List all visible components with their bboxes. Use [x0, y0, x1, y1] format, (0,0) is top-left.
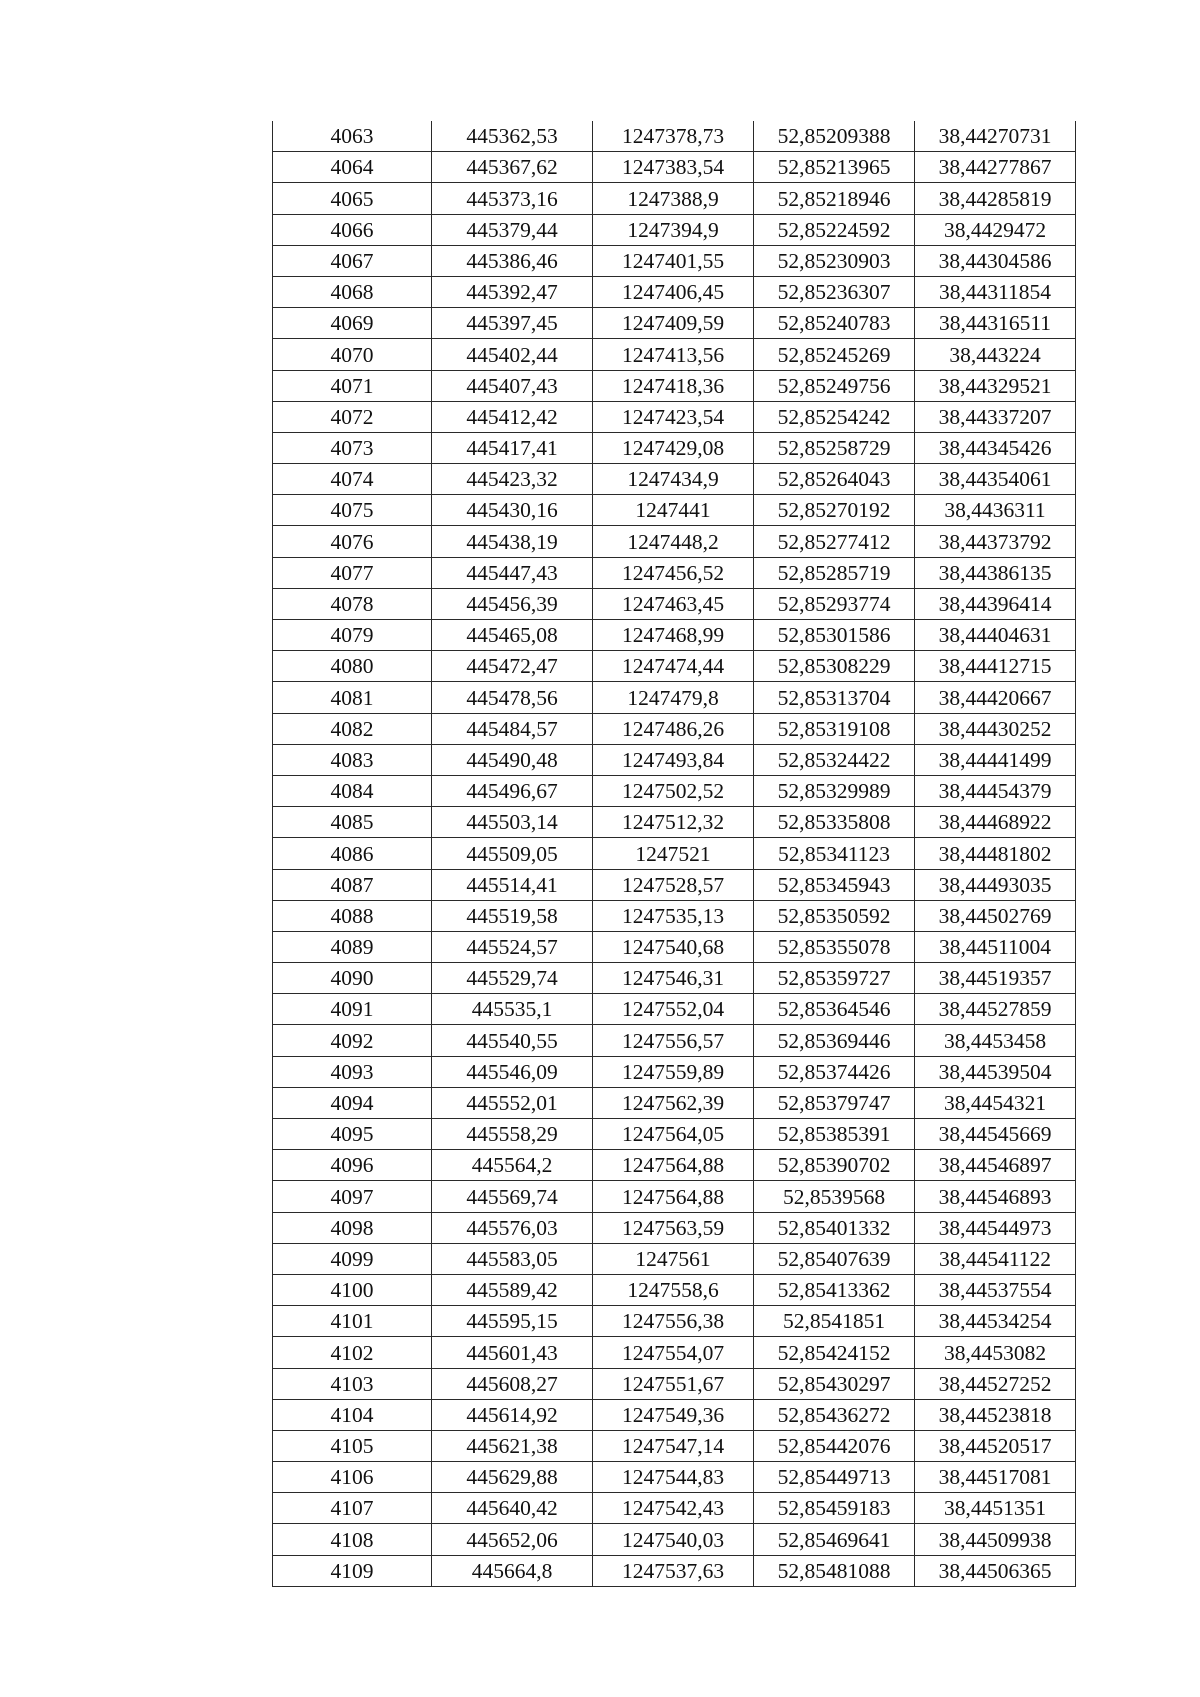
table-row	[273, 1181, 1076, 1212]
y-coordinate-cell: 1247388,9	[593, 183, 754, 214]
y-coordinate-cell: 1247551,67	[593, 1368, 754, 1399]
latitude-cell: 52,85407639	[754, 1243, 915, 1274]
table-row	[273, 370, 1076, 401]
latitude-cell: 52,85308229	[754, 651, 915, 682]
point-number-cell: 4094	[273, 1087, 432, 1118]
x-coordinate-cell: 445362,53	[432, 121, 593, 152]
latitude-cell: 52,85240783	[754, 308, 915, 339]
x-coordinate-cell: 445478,56	[432, 682, 593, 713]
y-coordinate-cell: 1247564,88	[593, 1181, 754, 1212]
y-coordinate-cell: 1247563,59	[593, 1212, 754, 1243]
longitude-cell: 38,4453082	[915, 1337, 1076, 1368]
latitude-cell: 52,85324422	[754, 744, 915, 775]
point-number-cell: 4093	[273, 1056, 432, 1087]
y-coordinate-cell: 1247556,38	[593, 1306, 754, 1337]
point-number-cell: 4073	[273, 432, 432, 463]
point-number-cell: 4104	[273, 1399, 432, 1430]
y-coordinate-cell: 1247564,88	[593, 1150, 754, 1181]
table-row	[273, 1493, 1076, 1524]
x-coordinate-cell: 445558,29	[432, 1119, 593, 1150]
coordinates-table-body	[273, 121, 1076, 1586]
latitude-cell: 52,85436272	[754, 1399, 915, 1430]
table-row	[273, 526, 1076, 557]
x-coordinate-cell: 445621,38	[432, 1430, 593, 1461]
y-coordinate-cell: 1247502,52	[593, 775, 754, 806]
table-row	[273, 1368, 1076, 1399]
point-number-cell: 4074	[273, 464, 432, 495]
latitude-cell: 52,8539568	[754, 1181, 915, 1212]
table-row	[273, 557, 1076, 588]
x-coordinate-cell: 445412,42	[432, 401, 593, 432]
point-number-cell: 4075	[273, 495, 432, 526]
point-number-cell: 4091	[273, 994, 432, 1025]
longitude-cell: 38,44539504	[915, 1056, 1076, 1087]
longitude-cell: 38,44412715	[915, 651, 1076, 682]
latitude-cell: 52,85293774	[754, 588, 915, 619]
point-number-cell: 4109	[273, 1555, 432, 1586]
y-coordinate-cell: 1247413,56	[593, 339, 754, 370]
x-coordinate-cell: 445386,46	[432, 245, 593, 276]
y-coordinate-cell: 1247556,57	[593, 1025, 754, 1056]
point-number-cell: 4086	[273, 838, 432, 869]
latitude-cell: 52,8541851	[754, 1306, 915, 1337]
longitude-cell: 38,44506365	[915, 1555, 1076, 1586]
x-coordinate-cell: 445595,15	[432, 1306, 593, 1337]
longitude-cell: 38,44520517	[915, 1430, 1076, 1461]
latitude-cell: 52,85385391	[754, 1119, 915, 1150]
point-number-cell: 4105	[273, 1430, 432, 1461]
latitude-cell: 52,85359727	[754, 963, 915, 994]
longitude-cell: 38,44502769	[915, 900, 1076, 931]
table-row	[273, 276, 1076, 307]
y-coordinate-cell: 1247448,2	[593, 526, 754, 557]
table-row	[273, 1555, 1076, 1586]
y-coordinate-cell: 1247493,84	[593, 744, 754, 775]
y-coordinate-cell: 1247468,99	[593, 620, 754, 651]
longitude-cell: 38,44468922	[915, 807, 1076, 838]
y-coordinate-cell: 1247394,9	[593, 214, 754, 245]
y-coordinate-cell: 1247486,26	[593, 713, 754, 744]
longitude-cell: 38,44404631	[915, 620, 1076, 651]
longitude-cell: 38,44316511	[915, 308, 1076, 339]
table-row	[273, 931, 1076, 962]
table-row	[273, 214, 1076, 245]
longitude-cell: 38,44546897	[915, 1150, 1076, 1181]
longitude-cell: 38,44285819	[915, 183, 1076, 214]
y-coordinate-cell: 1247549,36	[593, 1399, 754, 1430]
latitude-cell: 52,85270192	[754, 495, 915, 526]
table-row	[273, 620, 1076, 651]
longitude-cell: 38,44396414	[915, 588, 1076, 619]
table-row	[273, 1056, 1076, 1087]
y-coordinate-cell: 1247546,31	[593, 963, 754, 994]
y-coordinate-cell: 1247547,14	[593, 1430, 754, 1461]
latitude-cell: 52,85469641	[754, 1524, 915, 1555]
table-row	[273, 1150, 1076, 1181]
x-coordinate-cell: 445472,47	[432, 651, 593, 682]
longitude-cell: 38,4429472	[915, 214, 1076, 245]
x-coordinate-cell: 445438,19	[432, 526, 593, 557]
point-number-cell: 4108	[273, 1524, 432, 1555]
longitude-cell: 38,44537554	[915, 1274, 1076, 1305]
table-row	[273, 713, 1076, 744]
x-coordinate-cell: 445652,06	[432, 1524, 593, 1555]
y-coordinate-cell: 1247456,52	[593, 557, 754, 588]
table-row	[273, 1087, 1076, 1118]
table-row	[273, 744, 1076, 775]
latitude-cell: 52,85335808	[754, 807, 915, 838]
table-row	[273, 775, 1076, 806]
longitude-cell: 38,44311854	[915, 276, 1076, 307]
latitude-cell: 52,85230903	[754, 245, 915, 276]
x-coordinate-cell: 445514,41	[432, 869, 593, 900]
latitude-cell: 52,85379747	[754, 1087, 915, 1118]
y-coordinate-cell: 1247423,54	[593, 401, 754, 432]
longitude-cell: 38,44270731	[915, 121, 1076, 152]
table-row	[273, 838, 1076, 869]
longitude-cell: 38,44329521	[915, 370, 1076, 401]
point-number-cell: 4087	[273, 869, 432, 900]
latitude-cell: 52,85249756	[754, 370, 915, 401]
y-coordinate-cell: 1247383,54	[593, 152, 754, 183]
x-coordinate-cell: 445583,05	[432, 1243, 593, 1274]
longitude-cell: 38,44420667	[915, 682, 1076, 713]
longitude-cell: 38,44527859	[915, 994, 1076, 1025]
latitude-cell: 52,85258729	[754, 432, 915, 463]
latitude-cell: 52,85430297	[754, 1368, 915, 1399]
x-coordinate-cell: 445614,92	[432, 1399, 593, 1430]
x-coordinate-cell: 445509,05	[432, 838, 593, 869]
y-coordinate-cell: 1247554,07	[593, 1337, 754, 1368]
point-number-cell: 4081	[273, 682, 432, 713]
longitude-cell: 38,44441499	[915, 744, 1076, 775]
longitude-cell: 38,44509938	[915, 1524, 1076, 1555]
longitude-cell: 38,4454321	[915, 1087, 1076, 1118]
point-number-cell: 4069	[273, 308, 432, 339]
latitude-cell: 52,85329989	[754, 775, 915, 806]
y-coordinate-cell: 1247558,6	[593, 1274, 754, 1305]
y-coordinate-cell: 1247552,04	[593, 994, 754, 1025]
table-row	[273, 339, 1076, 370]
table-row	[273, 1306, 1076, 1337]
table-row	[273, 994, 1076, 1025]
table-row	[273, 1025, 1076, 1056]
y-coordinate-cell: 1247521	[593, 838, 754, 869]
longitude-cell: 38,443224	[915, 339, 1076, 370]
point-number-cell: 4103	[273, 1368, 432, 1399]
point-number-cell: 4071	[273, 370, 432, 401]
latitude-cell: 52,85374426	[754, 1056, 915, 1087]
x-coordinate-cell: 445546,09	[432, 1056, 593, 1087]
point-number-cell: 4082	[273, 713, 432, 744]
x-coordinate-cell: 445373,16	[432, 183, 593, 214]
point-number-cell: 4066	[273, 214, 432, 245]
y-coordinate-cell: 1247406,45	[593, 276, 754, 307]
table-row	[273, 869, 1076, 900]
table-row	[273, 900, 1076, 931]
point-number-cell: 4096	[273, 1150, 432, 1181]
longitude-cell: 38,44546893	[915, 1181, 1076, 1212]
x-coordinate-cell: 445496,67	[432, 775, 593, 806]
longitude-cell: 38,4451351	[915, 1493, 1076, 1524]
y-coordinate-cell: 1247535,13	[593, 900, 754, 931]
y-coordinate-cell: 1247528,57	[593, 869, 754, 900]
y-coordinate-cell: 1247512,32	[593, 807, 754, 838]
y-coordinate-cell: 1247409,59	[593, 308, 754, 339]
point-number-cell: 4107	[273, 1493, 432, 1524]
x-coordinate-cell: 445524,57	[432, 931, 593, 962]
x-coordinate-cell: 445589,42	[432, 1274, 593, 1305]
y-coordinate-cell: 1247434,9	[593, 464, 754, 495]
longitude-cell: 38,44454379	[915, 775, 1076, 806]
latitude-cell: 52,85209388	[754, 121, 915, 152]
latitude-cell: 52,85369446	[754, 1025, 915, 1056]
x-coordinate-cell: 445601,43	[432, 1337, 593, 1368]
point-number-cell: 4100	[273, 1274, 432, 1305]
x-coordinate-cell: 445397,45	[432, 308, 593, 339]
point-number-cell: 4092	[273, 1025, 432, 1056]
table-row	[273, 1430, 1076, 1461]
x-coordinate-cell: 445456,39	[432, 588, 593, 619]
longitude-cell: 38,44337207	[915, 401, 1076, 432]
point-number-cell: 4089	[273, 931, 432, 962]
latitude-cell: 52,85355078	[754, 931, 915, 962]
latitude-cell: 52,85459183	[754, 1493, 915, 1524]
x-coordinate-cell: 445484,57	[432, 713, 593, 744]
table-row	[273, 807, 1076, 838]
x-coordinate-cell: 445430,16	[432, 495, 593, 526]
longitude-cell: 38,44345426	[915, 432, 1076, 463]
x-coordinate-cell: 445402,44	[432, 339, 593, 370]
longitude-cell: 38,44511004	[915, 931, 1076, 962]
longitude-cell: 38,44386135	[915, 557, 1076, 588]
y-coordinate-cell: 1247559,89	[593, 1056, 754, 1087]
x-coordinate-cell: 445629,88	[432, 1462, 593, 1493]
table-row	[273, 963, 1076, 994]
longitude-cell: 38,44304586	[915, 245, 1076, 276]
table-row	[273, 308, 1076, 339]
latitude-cell: 52,85341123	[754, 838, 915, 869]
table-row	[273, 1119, 1076, 1150]
point-number-cell: 4090	[273, 963, 432, 994]
longitude-cell: 38,44523818	[915, 1399, 1076, 1430]
x-coordinate-cell: 445552,01	[432, 1087, 593, 1118]
longitude-cell: 38,44544973	[915, 1212, 1076, 1243]
longitude-cell: 38,44481802	[915, 838, 1076, 869]
point-number-cell: 4077	[273, 557, 432, 588]
table-row	[273, 1462, 1076, 1493]
latitude-cell: 52,85350592	[754, 900, 915, 931]
x-coordinate-cell: 445379,44	[432, 214, 593, 245]
latitude-cell: 52,85236307	[754, 276, 915, 307]
longitude-cell: 38,44277867	[915, 152, 1076, 183]
latitude-cell: 52,85390702	[754, 1150, 915, 1181]
table-row	[273, 121, 1076, 152]
point-number-cell: 4085	[273, 807, 432, 838]
point-number-cell: 4067	[273, 245, 432, 276]
y-coordinate-cell: 1247479,8	[593, 682, 754, 713]
point-number-cell: 4106	[273, 1462, 432, 1493]
point-number-cell: 4101	[273, 1306, 432, 1337]
point-number-cell: 4083	[273, 744, 432, 775]
point-number-cell: 4088	[273, 900, 432, 931]
longitude-cell: 38,44519357	[915, 963, 1076, 994]
latitude-cell: 52,85413362	[754, 1274, 915, 1305]
table-row	[273, 682, 1076, 713]
x-coordinate-cell: 445564,2	[432, 1150, 593, 1181]
table-row	[273, 1524, 1076, 1555]
longitude-cell: 38,44541122	[915, 1243, 1076, 1274]
longitude-cell: 38,4453458	[915, 1025, 1076, 1056]
longitude-cell: 38,44373792	[915, 526, 1076, 557]
x-coordinate-cell: 445423,32	[432, 464, 593, 495]
latitude-cell: 52,85319108	[754, 713, 915, 744]
point-number-cell: 4064	[273, 152, 432, 183]
table-row	[273, 432, 1076, 463]
y-coordinate-cell: 1247544,83	[593, 1462, 754, 1493]
y-coordinate-cell: 1247540,68	[593, 931, 754, 962]
latitude-cell: 52,85277412	[754, 526, 915, 557]
x-coordinate-cell: 445640,42	[432, 1493, 593, 1524]
y-coordinate-cell: 1247537,63	[593, 1555, 754, 1586]
x-coordinate-cell: 445392,47	[432, 276, 593, 307]
y-coordinate-cell: 1247474,44	[593, 651, 754, 682]
table-row	[273, 1399, 1076, 1430]
table-row	[273, 183, 1076, 214]
latitude-cell: 52,85345943	[754, 869, 915, 900]
table-row	[273, 1243, 1076, 1274]
table-row	[273, 651, 1076, 682]
table-row	[273, 152, 1076, 183]
y-coordinate-cell: 1247542,43	[593, 1493, 754, 1524]
latitude-cell: 52,85285719	[754, 557, 915, 588]
x-coordinate-cell: 445490,48	[432, 744, 593, 775]
y-coordinate-cell: 1247562,39	[593, 1087, 754, 1118]
longitude-cell: 38,44527252	[915, 1368, 1076, 1399]
point-number-cell: 4098	[273, 1212, 432, 1243]
longitude-cell: 38,44354061	[915, 464, 1076, 495]
latitude-cell: 52,85481088	[754, 1555, 915, 1586]
latitude-cell: 52,85424152	[754, 1337, 915, 1368]
x-coordinate-cell: 445407,43	[432, 370, 593, 401]
x-coordinate-cell: 445417,41	[432, 432, 593, 463]
y-coordinate-cell: 1247378,73	[593, 121, 754, 152]
table-row	[273, 588, 1076, 619]
latitude-cell: 52,85301586	[754, 620, 915, 651]
table-row	[273, 245, 1076, 276]
point-number-cell: 4097	[273, 1181, 432, 1212]
latitude-cell: 52,85364546	[754, 994, 915, 1025]
x-coordinate-cell: 445535,1	[432, 994, 593, 1025]
table-row	[273, 1337, 1076, 1368]
point-number-cell: 4068	[273, 276, 432, 307]
y-coordinate-cell: 1247561	[593, 1243, 754, 1274]
latitude-cell: 52,85264043	[754, 464, 915, 495]
point-number-cell: 4078	[273, 588, 432, 619]
x-coordinate-cell: 445465,08	[432, 620, 593, 651]
y-coordinate-cell: 1247429,08	[593, 432, 754, 463]
x-coordinate-cell: 445447,43	[432, 557, 593, 588]
longitude-cell: 38,44545669	[915, 1119, 1076, 1150]
latitude-cell: 52,85254242	[754, 401, 915, 432]
latitude-cell: 52,85213965	[754, 152, 915, 183]
latitude-cell: 52,85218946	[754, 183, 915, 214]
point-number-cell: 4065	[273, 183, 432, 214]
point-number-cell: 4099	[273, 1243, 432, 1274]
longitude-cell: 38,4436311	[915, 495, 1076, 526]
x-coordinate-cell: 445608,27	[432, 1368, 593, 1399]
table-row	[273, 495, 1076, 526]
longitude-cell: 38,44517081	[915, 1462, 1076, 1493]
y-coordinate-cell: 1247540,03	[593, 1524, 754, 1555]
y-coordinate-cell: 1247441	[593, 495, 754, 526]
longitude-cell: 38,44534254	[915, 1306, 1076, 1337]
latitude-cell: 52,85313704	[754, 682, 915, 713]
x-coordinate-cell: 445540,55	[432, 1025, 593, 1056]
x-coordinate-cell: 445664,8	[432, 1555, 593, 1586]
latitude-cell: 52,85442076	[754, 1430, 915, 1461]
y-coordinate-cell: 1247564,05	[593, 1119, 754, 1150]
x-coordinate-cell: 445519,58	[432, 900, 593, 931]
x-coordinate-cell: 445503,14	[432, 807, 593, 838]
latitude-cell: 52,85224592	[754, 214, 915, 245]
point-number-cell: 4095	[273, 1119, 432, 1150]
table-row	[273, 1274, 1076, 1305]
point-number-cell: 4070	[273, 339, 432, 370]
point-number-cell: 4102	[273, 1337, 432, 1368]
table-row	[273, 1212, 1076, 1243]
longitude-cell: 38,44430252	[915, 713, 1076, 744]
latitude-cell: 52,85449713	[754, 1462, 915, 1493]
coordinates-table	[272, 121, 1076, 1587]
table-row	[273, 401, 1076, 432]
point-number-cell: 4080	[273, 651, 432, 682]
point-number-cell: 4063	[273, 121, 432, 152]
y-coordinate-cell: 1247401,55	[593, 245, 754, 276]
latitude-cell: 52,85245269	[754, 339, 915, 370]
x-coordinate-cell: 445569,74	[432, 1181, 593, 1212]
x-coordinate-cell: 445576,03	[432, 1212, 593, 1243]
point-number-cell: 4084	[273, 775, 432, 806]
x-coordinate-cell: 445367,62	[432, 152, 593, 183]
table-row	[273, 464, 1076, 495]
point-number-cell: 4076	[273, 526, 432, 557]
y-coordinate-cell: 1247418,36	[593, 370, 754, 401]
latitude-cell: 52,85401332	[754, 1212, 915, 1243]
longitude-cell: 38,44493035	[915, 869, 1076, 900]
y-coordinate-cell: 1247463,45	[593, 588, 754, 619]
point-number-cell: 4079	[273, 620, 432, 651]
point-number-cell: 4072	[273, 401, 432, 432]
x-coordinate-cell: 445529,74	[432, 963, 593, 994]
